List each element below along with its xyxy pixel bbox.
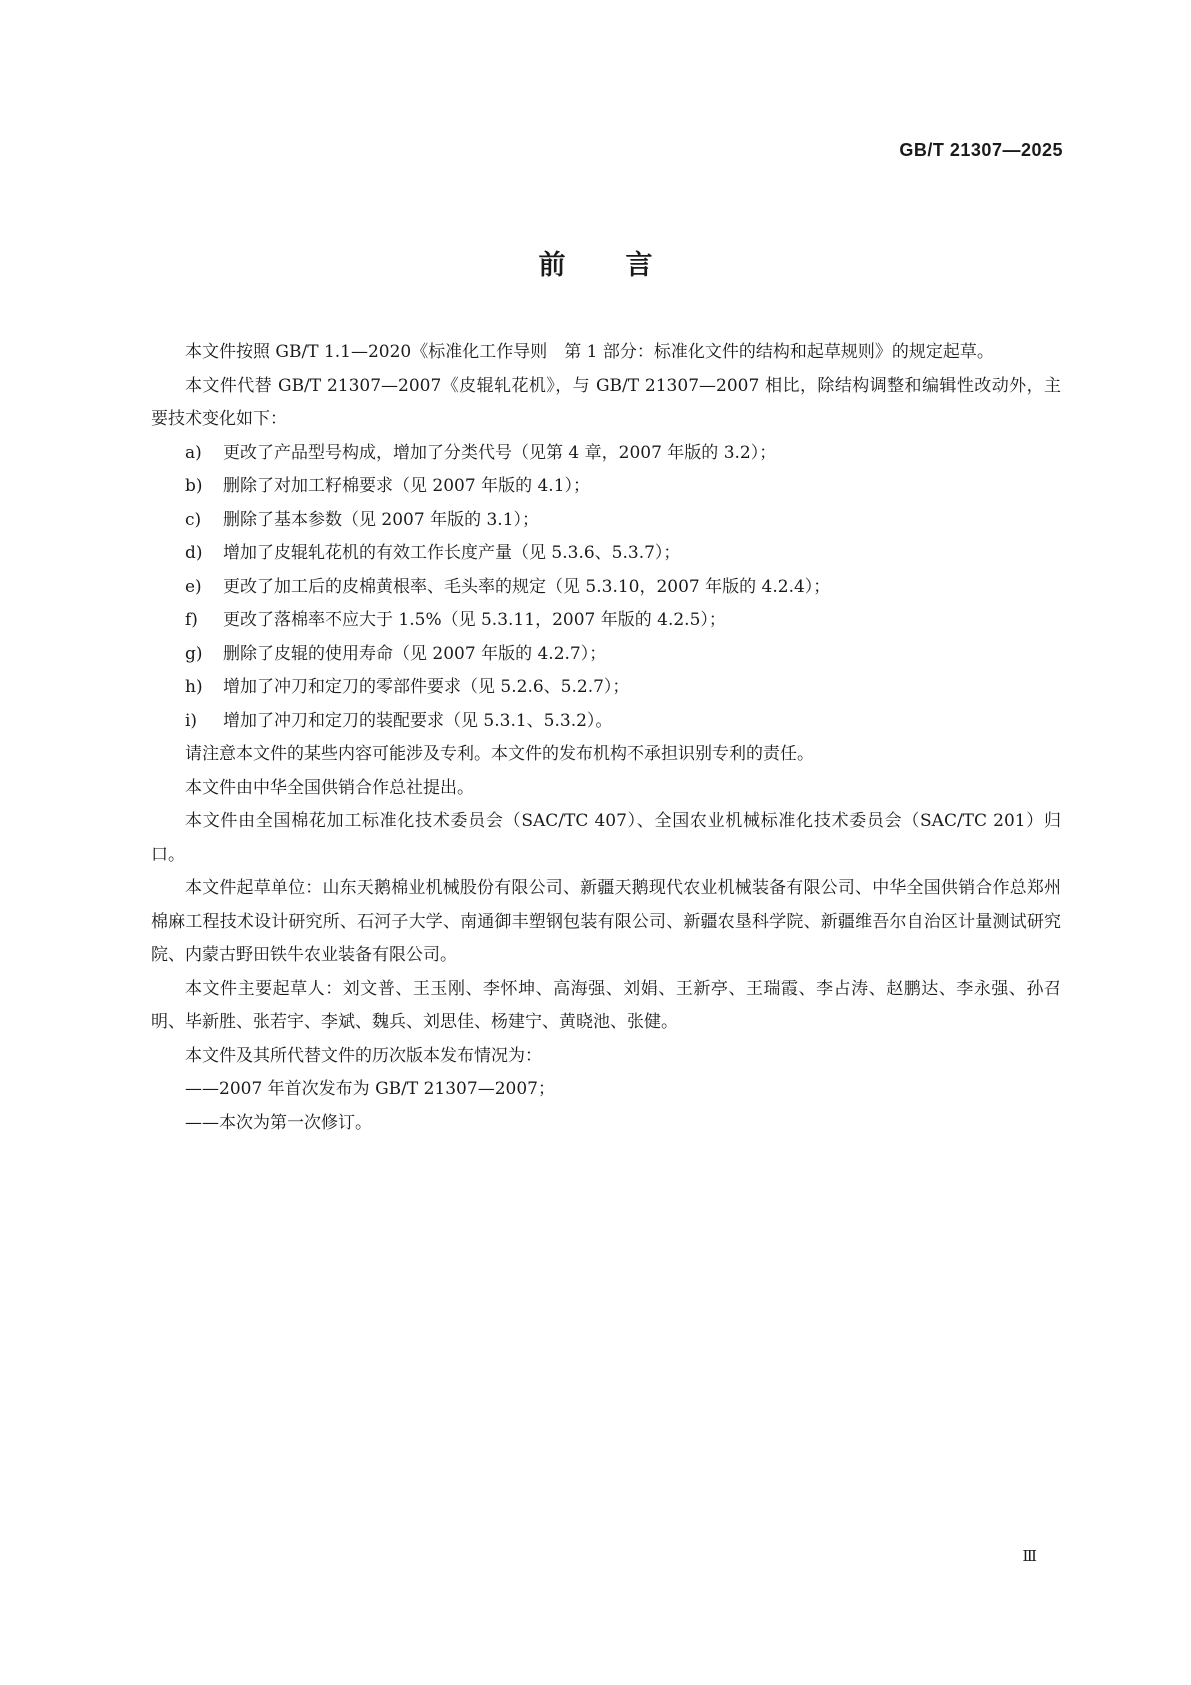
item-mark: b) xyxy=(185,476,203,496)
change-item xyxy=(151,437,1061,471)
item-text: 更改了加工后的皮棉黄根率、毛头率的规定（见 5.3.10，2007 年版的 4.2.4）； xyxy=(223,576,831,597)
item-mark: e) xyxy=(185,576,202,597)
change-item xyxy=(151,470,1061,504)
page-title: 前言 xyxy=(538,250,713,281)
page-number: Ⅲ xyxy=(1022,1547,1037,1565)
paragraph-version-history: 本文件及其所代替文件的历次版本发布情况为： xyxy=(185,1045,542,1066)
item-mark: a) xyxy=(185,442,202,463)
item-mark: f) xyxy=(185,610,198,630)
item-mark: h) xyxy=(185,677,203,697)
change-item xyxy=(151,671,1061,705)
paragraph-drafting-rules: 本文件按照 GB/T 1.1—2020《标准化工作导则 第 1 部分：标准化文件的结构和起草规则》的规定起草。 xyxy=(185,342,994,362)
item-text: 删除了对加工籽棉要求（见 2007 年版的 4.1）； xyxy=(223,476,591,496)
change-item xyxy=(151,705,1061,739)
history-item: ——2007 年首次发布为 GB/T 21307—2007； xyxy=(185,1079,555,1099)
item-text: 删除了皮辊的使用寿命（见 2007 年版的 4.2.7）； xyxy=(223,643,607,664)
item-text: 删除了基本参数（见 2007 年版的 3.1）； xyxy=(223,509,540,530)
foreword-body xyxy=(151,336,1061,1140)
change-item xyxy=(151,604,1061,638)
change-item xyxy=(151,537,1061,571)
change-item xyxy=(151,504,1061,538)
item-text: 增加了冲刀和定刀的装配要求（见 5.3.1、5.3.2）。 xyxy=(223,710,613,731)
document-code: GB/T 21307—2025 xyxy=(899,140,1063,160)
item-mark: d) xyxy=(185,543,203,563)
paragraph-drafters: 本文件主要起草人：刘文普、王玉刚、李怀坤、高海强、刘娟、王新亭、王瑞霞、李占涛、赵鹏达、李永强、孙召明、毕新胜、张若宇、李斌、魏兵、刘思佳、杨建宁、黄晓池、张健。 xyxy=(151,978,1061,1032)
item-mark: c) xyxy=(185,509,202,530)
item-text: 增加了冲刀和定刀的零部件要求（见 5.2.6、5.2.7）； xyxy=(223,677,630,697)
paragraph-replacement: 本文件代替 GB/T 21307—2007《皮辊轧花机》，与 GB/T 21307—2007 相比，除结构调整和编辑性改动外，主要技术变化如下： xyxy=(151,375,1061,429)
change-item xyxy=(151,638,1061,672)
paragraph-patent-notice: 请注意本文件的某些内容可能涉及专利。本文件的发布机构不承担识别专利的责任。 xyxy=(185,744,814,764)
item-mark: i) xyxy=(185,710,198,731)
item-text: 更改了落棉率不应大于 1.5%（见 5.3.11，2007 年版的 4.2.5）； xyxy=(223,610,726,630)
change-item xyxy=(151,571,1061,605)
item-text: 更改了产品型号构成，增加了分类代号（见第 4 章，2007 年版的 3.2）； xyxy=(223,442,777,463)
paragraph-drafting-units: 本文件起草单位：山东天鹅棉业机械股份有限公司、新疆天鹅现代农业机械装备有限公司、中华全国供销合作总郑州棉麻工程技术设计研究所、石河子大学、南通御丰塑钢包装有限公司、新疆农垦科学院、新疆维吾尔自治区计量测试研究院、内蒙古野田铁牛农业装备有限公司。 xyxy=(151,878,1061,965)
history-item: ——本次为第一次修订。 xyxy=(185,1112,372,1133)
paragraph-technical-committee: 本文件由全国棉花加工标准化技术委员会（SAC/TC 407）、全国农业机械标准化技术委员会（SAC/TC 201）归口。 xyxy=(151,811,1061,865)
paragraph-proposer: 本文件由中华全国供销合作总社提出。 xyxy=(185,777,474,798)
item-text: 增加了皮辊轧花机的有效工作长度产量（见 5.3.6、5.3.7）； xyxy=(223,543,681,563)
item-mark: g) xyxy=(185,643,203,664)
